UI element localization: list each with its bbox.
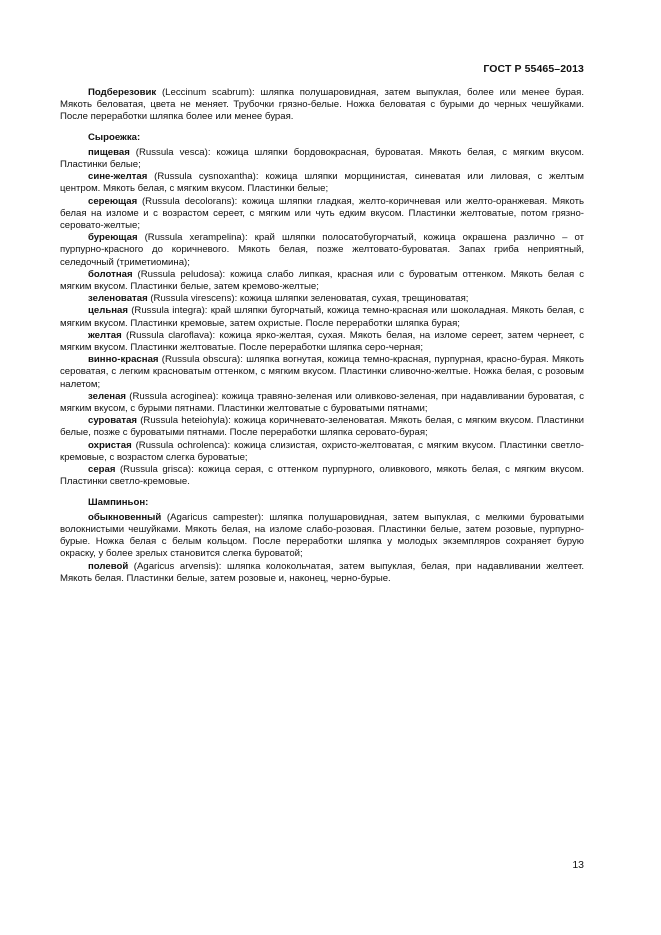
entry-russula-3 bbox=[60, 196, 584, 233]
intro-term: Подберезовик bbox=[88, 87, 157, 98]
entry-term: суроватая bbox=[88, 415, 138, 427]
document-body bbox=[60, 87, 584, 585]
entry-russula-7 bbox=[60, 305, 584, 329]
page-number: 13 bbox=[572, 859, 584, 871]
entry-term: желтая bbox=[88, 329, 122, 341]
entry-russula-6 bbox=[60, 293, 584, 305]
entry-text: (Russula integra): край шляпки бугорчатый, кожица темно-красная или шоколадная. Мякоть белая, с мягким вкусом. Пластинки кремовые, затем охристые. После переработки шляпка бурая; bbox=[60, 305, 584, 329]
entry-term: сереющая bbox=[88, 195, 138, 207]
entry-term: сине-желтая bbox=[88, 171, 148, 183]
entry-agaricus-1 bbox=[60, 512, 584, 561]
entry-text: (Russula grisca): кожица серая, с оттенком пурпурного, оливкового, мякоть белая, с мягким вкусом. Пластинки светло-кремовые. bbox=[60, 464, 584, 488]
entry-text: (Agaricus arvensis): шляпка колокольчатая, затем выпуклая, белая, при надавливании желтеет. Мякоть белая. Пластинки белые, затем розовые и, наконец, черно-бурые. bbox=[60, 560, 584, 584]
entry-text: (Russula heteiohyla): кожица коричневато-зеленоватая. Мякоть белая, с мягким вкусом. Пластинки белые, позже с буроватыми пятнами. После переработки шляпка серовато-бурая; bbox=[60, 415, 584, 439]
entry-russula-11 bbox=[60, 415, 584, 439]
entry-term: буреющая bbox=[88, 232, 138, 244]
standard-header: ГОСТ Р 55465–2013 bbox=[483, 63, 584, 75]
entry-russula-2 bbox=[60, 171, 584, 195]
entry-term: винно-красная bbox=[88, 354, 159, 366]
entry-term: пищевая bbox=[88, 146, 130, 158]
entry-term: цельная bbox=[88, 305, 128, 317]
entry-term: охристая bbox=[88, 439, 132, 451]
entry-russula-4 bbox=[60, 232, 584, 269]
entry-term: серая bbox=[88, 464, 116, 476]
entry-text: (Russula peludosa): кожица слабо липкая, красная или с буроватым оттенком. Мякоть белая с мягким вкусом. Пластинки белые, затем кремово-желтые; bbox=[60, 268, 584, 293]
intro-text: (Leccinum scabrum): шляпка полушаровидная, затем выпуклая, более или менее бурая. Мякоть беловатая, цвета не меняет. Трубочки грязно-белые. Ножка беловатая с бурыми до черных чешуйками. После переработки шляпка более или менее бурая. bbox=[60, 87, 584, 123]
entry-russula-9 bbox=[60, 354, 584, 391]
entry-term: полевой bbox=[88, 560, 129, 572]
entry-russula-8 bbox=[60, 330, 584, 354]
entry-term: болотная bbox=[88, 268, 133, 280]
entry-russula-5 bbox=[60, 269, 584, 293]
entry-text: (Russula claroflava): кожица ярко-желтая, сухая. Мякоть белая, на изломе сереет, затем чернеет, с мягким вкусом. Пластинки желтоватые. После переработки шляпка серо-черная; bbox=[60, 329, 584, 354]
entry-text: (Agaricus campester): шляпка полушаровидная, затем выпуклая, с мелкими буроватыми волокнистыми чешуйками. Мякоть белая, на изломе слабо-розовая. Пластинки белые, затем розовые, пурпурно-бурые. Ножка белая с белым кольцом. После переработки шляпка у молодых экземпляров сохраняет бурую окраску, у более зрелых становится слегка буроватой; bbox=[60, 511, 584, 560]
entry-text: (Russula acroginea): кожица травяно-зеленая или оливково-зеленая, при надавливании буроватая, с мягким вкусом, с бурыми пятнами. Пластинки желтоватые с буроватыми пятнами; bbox=[60, 390, 584, 415]
entry-text: (Russula decolorans): кожица шляпки гладкая, желто-коричневая или желто-оранжевая. Мякоть белая на изломе и с возрастом сереет, с мягким или чуть едким вкусом. Пластинки желтоватые, потом грязно-серовато-желтые; bbox=[60, 195, 584, 232]
entry-term: обыкновенный bbox=[88, 511, 162, 523]
entry-text: (Russula cysnoxantha): кожица шляпки морщинистая, синеватая или лиловая, с желтым центром. Мякоть белая, с мягким вкусом. Пластинки белые; bbox=[60, 171, 584, 195]
intro-paragraph bbox=[60, 87, 584, 124]
section-heading-agaricus: Шампиньон: bbox=[88, 496, 149, 508]
entry-text: (Russula ochrolenca): кожица слизистая, охристо-желтоватая, с мягким вкусом. Пластинки светло-кремовые, с возрастом слегка буроватые; bbox=[60, 439, 584, 463]
section-heading-russula: Сыроежка: bbox=[88, 131, 141, 143]
entry-term: зеленоватая bbox=[88, 293, 148, 305]
entry-russula-13 bbox=[60, 464, 584, 488]
entry-text: (Russula obscura): шляпка вогнутая, кожица темно-красная, пурпурная, красно-бурая. Мякоть сероватая, с легким красноватым оттенком, с мягким вкусом. Пластинки сливочно-желтые. Ножка белая, с розовым налетом; bbox=[60, 354, 584, 390]
entry-text: (Russula vesca): кожица шляпки бордовокрасная, буроватая. Мякоть белая, с мягким вкусом. Пластинки белые; bbox=[60, 146, 584, 171]
entry-agaricus-2 bbox=[60, 561, 584, 585]
entry-text: (Russula xerampelina): край шляпки полосатобугорчатый, кожица окрашена различно – от пурпурно-красного до коричневого. Мякоть белая, позже желтовато-буроватая. Запах гриба неприятный, селедочный (триметиомина); bbox=[60, 232, 584, 268]
entry-text: (Russula virescens): кожица шляпки зеленоватая, сухая, трещиноватая; bbox=[147, 293, 469, 305]
entry-russula-1 bbox=[60, 147, 584, 171]
entry-term: зеленая bbox=[88, 390, 127, 402]
entry-russula-12 bbox=[60, 440, 584, 464]
entry-russula-10 bbox=[60, 391, 584, 415]
